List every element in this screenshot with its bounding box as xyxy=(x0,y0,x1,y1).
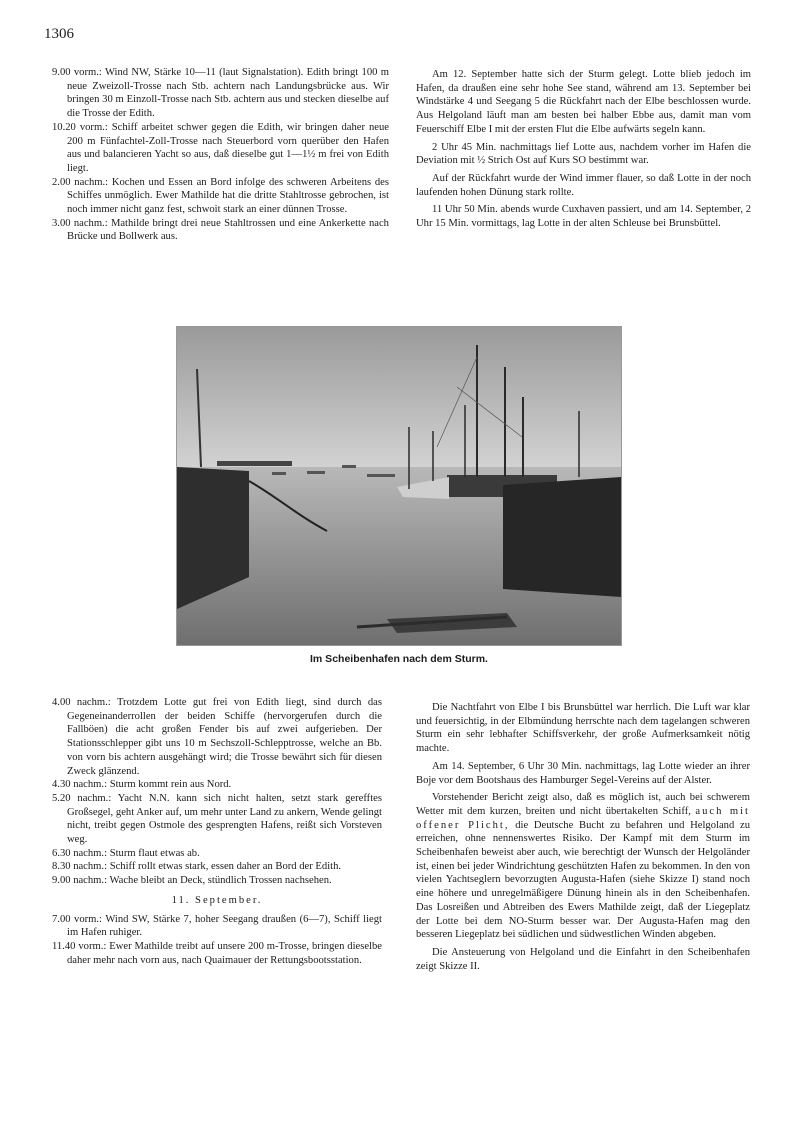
paragraph: Auf der Rückfahrt wurde der Wind immer flauer, so daß Lotte in der noch laufenden hohen Dünung stark rollte. xyxy=(416,172,751,198)
harbor-photo-illustration xyxy=(177,327,621,645)
paragraph-text: die Deutsche Bucht zu befahren und Helgoland zu erreichen, ohne nennenswertes Risiko. Der Kampf mit dem Sturm im Scheibenhafen beweist aber auch, wie berechtigt der Wunsch der Helgoländer ist, einen bei jeder Windrichtung geschützten Hafen zu bekommen. In den von vielen Yachtseglern bevorzugten Augusta-Hafen (siehe Skizze I) stand noch eine höhere und unregelmäßigere Dünung hinein als in den Scheibenhafen. Das Losreißen und Abtreiben des Ewers Mathilde zeigt, daß der Liegeplatz der Lotte bei dem NO-Sturm besser war. Der Augusta-Hafen mag den besseren Liegeplatz bei südlichen und südwestlichen Winden abgeben. xyxy=(416,819,750,941)
log-text: Schiff rollt etwas stark, essen daher an Bord der Edith. xyxy=(109,861,342,873)
harbor-photo xyxy=(176,326,622,646)
log-time: 9.00 nachm.: xyxy=(52,875,108,887)
log-entries-top xyxy=(52,66,389,244)
log-time: 4.30 nachm.: xyxy=(52,779,108,791)
log-text: Ewer Mathilde treibt auf unsere 200 m-Trosse, bringen dieselbe daher mehr nach vorn aus, nach Quaimauer der Rettungsbootsstation. xyxy=(67,940,382,966)
log-time: 5.20 nachm.: xyxy=(52,792,112,804)
paragraph: Am 12. September hatte sich der Sturm gelegt. Lotte blieb jedoch im Hafen, da draußen eine sehr hohe See stand, während am 13. September bei Windstärke 4 und Seegang 5 die Rückfahrt nach der Elbe beschlossen wurde. Aus Helgoland läuft man am besten bei halber Ebbe aus, damit man vom Feuerschiff Elbe I mit der ersten Flut die Elbe aufwärts segeln kann. xyxy=(416,69,751,135)
date-heading: 11. September. xyxy=(171,894,263,906)
paragraph: Am 14. September, 6 Uhr 30 Min. nachmittags, lag Lotte wieder an ihrer Boje vor dem Bootshaus des Hamburger Segel-Vereins auf der Alster. xyxy=(416,760,750,786)
page-number: 1306 xyxy=(44,26,74,42)
log-text: Yacht N.N. kann sich nicht halten, setzt stark gerefftes Großsegel, geht Anker auf, um mehr unter Land zu ankern, Wende gelingt nicht, treibt gegen Ostmole des gesprengten Hafens, reißt sich Vorsteven weg. xyxy=(67,792,382,846)
paragraph-text: Vorstehender Bericht zeigt also, daß es möglich ist, auch bei schwerem Wetter mit dem kurzen, breiten und nicht übertakelten Schiff, xyxy=(416,792,750,817)
log-time: 2.00 nachm.: xyxy=(52,176,109,188)
log-text: Schiff arbeitet schwer gegen die Edith, wir bringen daher neue 200 m Fünfachtel-Zoll-Trosse nach Steuerbord vorn querüber den Hafen aus und balancieren Yacht so aus, daß dieselbe gut 1—1½ m frei von Edith liegt. xyxy=(67,121,389,174)
log-text: Wind NW, Stärke 10—11 (laut Signalstation). Edith bringt 100 m neue Zweizoll-Trosse nach Stb. achtern nach Landungsbrücke aus. Wir bringen 30 m Einzoll-Trosse nach Stb. achtern aus und stecken dieselbe auf die Trosse der Edith. xyxy=(67,67,389,120)
log-time: 3.00 nachm.: xyxy=(52,217,108,229)
narrative-top xyxy=(416,68,751,235)
log-text: Sturm kommt rein aus Nord. xyxy=(109,779,232,791)
spaced-emphasis: auch mit offener Plicht, xyxy=(416,805,751,831)
log-entry xyxy=(52,696,382,778)
log-entry xyxy=(52,176,389,217)
log-entry xyxy=(52,847,382,861)
log-entry xyxy=(52,121,389,176)
log-time: 10.20 vorm.: xyxy=(52,121,108,133)
log-entry xyxy=(52,874,382,888)
log-text: Wache bleibt an Deck, stündlich Trossen nachsehen. xyxy=(109,875,332,887)
log-entry xyxy=(52,792,382,847)
log-time: 7.00 vorm.: xyxy=(52,913,102,925)
log-time: 9.00 vorm.: xyxy=(52,67,102,78)
log-time: 11.40 vorm.: xyxy=(52,940,107,952)
log-text: Wind SW, Stärke 7, hoher Seegang draußen (6—7), Schiff liegt im Hafen ruhiger. xyxy=(67,913,382,939)
paragraph xyxy=(416,791,750,942)
log-entry xyxy=(52,217,389,244)
narrative-bottom xyxy=(416,701,750,977)
log-entry xyxy=(52,860,382,874)
log-text: Mathilde bringt drei neue Stahltrossen und eine Ankerkette nach Brücke und Bollwerk aus. xyxy=(67,217,389,243)
log-entry xyxy=(52,778,382,792)
paragraph: Die Nachtfahrt von Elbe I bis Brunsbüttel war herrlich. Die Luft war klar und feuersichtig, in der Elbmündung herrschte nach dem tagelangen schweren Sturm ein sehr lebhafter Schiffsverkehr, der große Aufmerksamkeit nötig machte. xyxy=(416,702,750,755)
photo-caption: Im Scheibenhafen nach dem Sturm. xyxy=(310,653,488,665)
log-entries-bottom xyxy=(52,696,382,967)
log-entry xyxy=(52,940,382,967)
log-time: 8.30 nachm.: xyxy=(52,861,108,873)
paragraph: Die Ansteuerung von Helgoland und die Einfahrt in den Scheibenhafen zeigt Skizze II. xyxy=(416,946,750,972)
paragraph: 11 Uhr 50 Min. abends wurde Cuxhaven passiert, und am 14. September, 2 Uhr 15 Min. vormittags, lag Lotte in der alten Schleuse bei Brunsbüttel. xyxy=(416,204,751,230)
log-entry xyxy=(52,66,389,121)
log-entry xyxy=(52,913,382,940)
log-time: 4.00 nachm.: xyxy=(52,697,111,708)
log-time: 6.30 nachm.: xyxy=(52,847,108,859)
log-text: Trotzdem Lotte gut frei von Edith liegt, sind durch das Gegeneinanderrollen der beiden Schiffe (hervorgerufen durch die Fallböen) die acht großen Fender bis auf zwei aufgerieben. Der Stationsschlepper gibt uns 10 m Sechszoll-Schlepptrosse, welche an Bb. von vorn bis achtern ausgehängt wird; die Trosse bewährt sich für diesen Zweck glänzend. xyxy=(67,697,382,777)
paragraph: 2 Uhr 45 Min. nachmittags lief Lotte aus, nachdem vorher im Hafen die Deviation mit ½ Strich Ost auf Kurs SO bestimmt war. xyxy=(416,141,751,167)
log-text: Kochen und Essen an Bord infolge des schweren Arbeitens des Schiffes unmöglich. Ewer Mathilde hat die dritte Stahltrosse gebrochen, ist noch immer nicht ganz fest, schwoit stark an einer dünnen Trosse. xyxy=(67,176,389,216)
log-text: Sturm flaut etwas ab. xyxy=(109,847,200,859)
